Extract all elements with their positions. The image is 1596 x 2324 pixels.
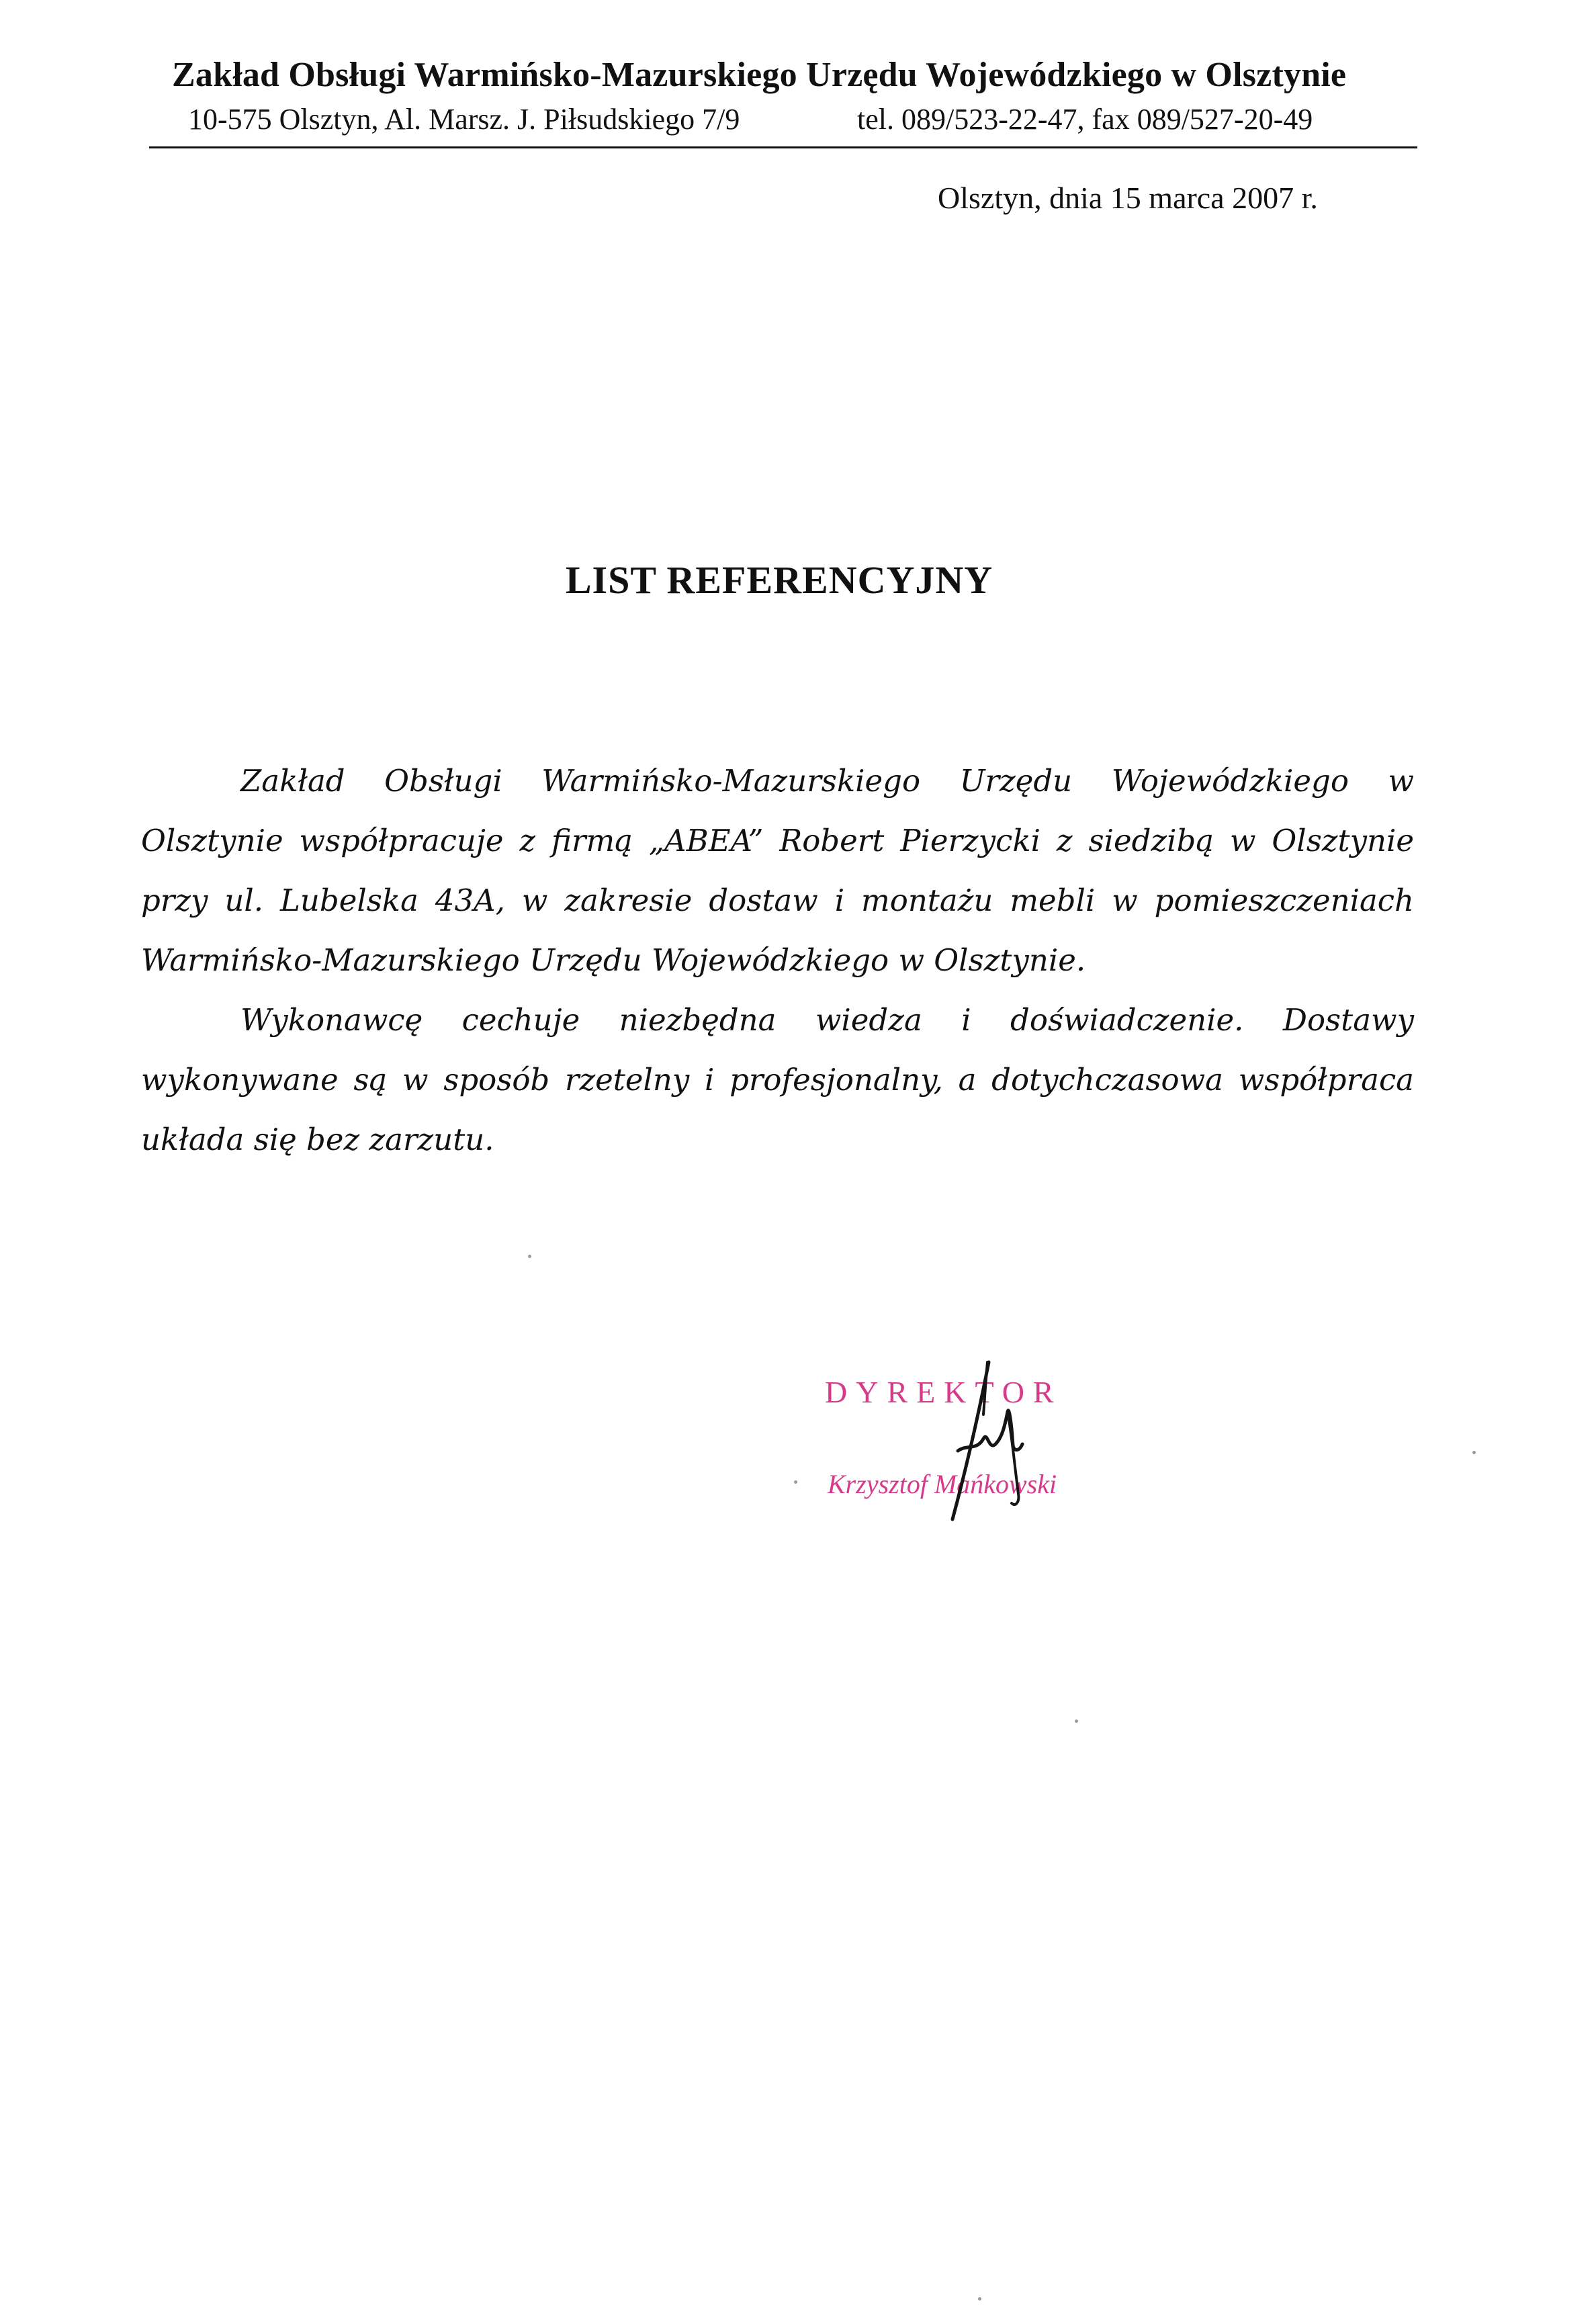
body-paragraph-1: Zakład Obsługi Warmińsko-Mazurskiego Urzędu Wojewódzkiego w Olsztynie współpracuje z firmą „ABEA” Robert Pierzycki z siedzibą w Olsztynie przy ul. Lubelska 43A, w zakresie dostaw i montażu mebli w pomieszczeniach Warmińsko-Mazurskiego Urzędu Wojewódzkiego w Olsztynie.	[141, 763, 1414, 978]
letterhead-divider	[149, 146, 1417, 148]
scan-speck	[528, 1255, 531, 1258]
scan-speck	[794, 1480, 797, 1484]
scan-speck	[978, 2297, 981, 2300]
handwritten-signature	[914, 1350, 1115, 1525]
document-body	[141, 751, 1414, 1169]
scan-speck	[1472, 1451, 1476, 1454]
stamp-name: Krzysztof Mańkowski	[828, 1469, 1057, 1499]
organization-address: 10-575 Olsztyn, Al. Marsz. J. Piłsudskiego 7/9	[188, 103, 740, 136]
body-paragraph-2: Wykonawcę cechuje niezbędna wiedza i doświadczenie. Dostawy wykonywane są w sposób rzetelny i profesjonalny, a dotychczasowa współpraca układa się bez zarzutu.	[141, 1002, 1414, 1157]
organization-contact: tel. 089/523-22-47, fax 089/527-20-49	[857, 103, 1313, 136]
document-date: Olsztyn, dnia 15 marca 2007 r.	[938, 181, 1318, 215]
organization-name: Zakład Obsługi Warmińsko-Mazurskiego Urzędu Wojewódzkiego w Olsztynie	[172, 56, 1347, 94]
stamp-title: DYREKTOR	[825, 1375, 1063, 1409]
document-title: LIST REFERENCYJNY	[565, 558, 993, 602]
scan-speck	[1075, 1719, 1078, 1723]
